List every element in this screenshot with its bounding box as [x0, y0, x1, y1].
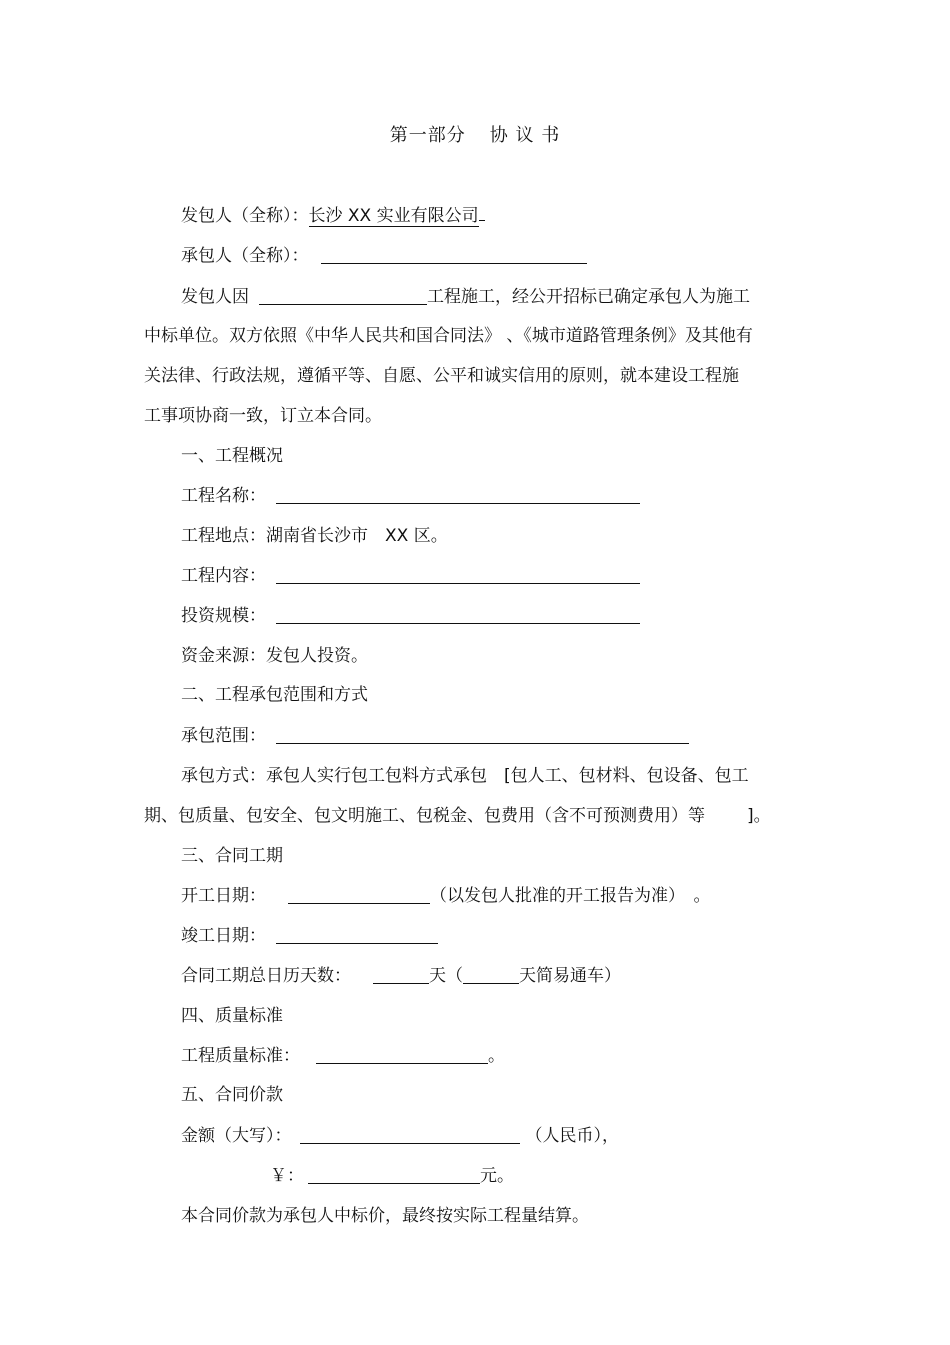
project-content-line: [181, 565, 640, 587]
intro-line-1: [181, 286, 750, 308]
employer-line: [181, 205, 485, 227]
project-name-label: 工程名称：: [181, 486, 266, 506]
investment-scale-blank[interactable]: [276, 605, 640, 624]
amount-yuan-line: [270, 1165, 514, 1187]
intro-line-4: 工事项协商一致，订立本合同。: [144, 406, 382, 426]
section-4-heading: 四、质量标准: [181, 1006, 283, 1026]
start-date-blank[interactable]: [288, 885, 430, 904]
start-date-note: （以发包人批准的开工报告为准） 。: [430, 886, 711, 906]
title-part: 第一部分: [389, 125, 466, 146]
amount-yuan-unit: 元。: [480, 1166, 514, 1186]
total-days-unit: 天（: [429, 966, 463, 986]
employer-value: 长沙 XX 实业有限公司: [308, 206, 479, 226]
project-reason-blank[interactable]: [259, 286, 427, 305]
quality-standard-line: [181, 1045, 505, 1067]
contract-scope-label: 承包范围：: [181, 726, 266, 746]
funding-source: 资金来源：发包人投资。: [181, 646, 368, 666]
amount-yuan-blank[interactable]: [308, 1165, 480, 1184]
intro-text-1a: 发包人因: [181, 287, 249, 307]
section-5-heading: 五、合同价款: [181, 1085, 283, 1105]
start-date-label: 开工日期：: [181, 886, 266, 906]
amount-words-line: [181, 1125, 619, 1147]
intro-text-1b: 工程施工，经公开招标已确定承包人为施工: [427, 287, 750, 307]
total-days-label: 合同工期总日历天数：: [181, 966, 351, 986]
contract-method-line-2: [144, 805, 771, 827]
contract-scope-line: [181, 725, 689, 747]
contract-method-line-1: 承包方式：承包人实行包工包料方式承包 [包人工、包材料、包设备、包工: [181, 766, 749, 786]
section-1-heading: 一、工程概况: [181, 446, 283, 466]
contract-scope-blank[interactable]: [276, 725, 689, 744]
intro-line-2: 中标单位。双方依照《中华人民共和国合同法》 、《城市道路管理条例》及其他有: [144, 326, 753, 346]
intro-line-3: 关法律、行政法规，遵循平等、自愿、公平和诚实信用的原则，就本建设工程施: [144, 366, 739, 386]
project-location: 工程地点：湖南省长沙市 XX 区。: [181, 526, 448, 546]
contract-method-text: 期、包质量、包安全、包文明施工、包税金、包费用（含不可预测费用）等: [144, 806, 705, 826]
simple-traffic-days-blank[interactable]: [463, 965, 519, 984]
amount-words-label: 金额（大写）：: [181, 1126, 292, 1146]
start-date-line: [181, 885, 711, 907]
contractor-blank[interactable]: [321, 245, 587, 264]
contractor-label: 承包人（全称）：: [181, 246, 309, 266]
page-title: [0, 125, 950, 147]
project-content-label: 工程内容：: [181, 566, 266, 586]
amount-words-blank[interactable]: [300, 1125, 520, 1144]
investment-scale-line: [181, 605, 640, 627]
amount-words-note: （人民币），: [525, 1126, 619, 1146]
project-content-blank[interactable]: [276, 565, 640, 584]
contract-method-end: ]。: [747, 806, 771, 826]
section-2-heading: 二、工程承包范围和方式: [181, 685, 368, 705]
title-name: 协 议 书: [489, 125, 561, 146]
project-name-line: [181, 485, 640, 507]
total-days-line: [181, 965, 621, 987]
end-date-label: 竣工日期：: [181, 926, 266, 946]
investment-scale-label: 投资规模：: [181, 606, 266, 626]
contractor-line: [181, 245, 587, 267]
quality-standard-end: 。: [488, 1046, 505, 1066]
employer-label: 发包人（全称）：: [181, 206, 309, 226]
simple-traffic-note: 天简易通车）: [519, 966, 621, 986]
project-name-blank[interactable]: [276, 485, 640, 504]
quality-standard-label: 工程质量标准：: [181, 1046, 300, 1066]
end-date-line: [181, 925, 438, 947]
section-3-heading: 三、合同工期: [181, 846, 283, 866]
quality-standard-blank[interactable]: [316, 1045, 488, 1064]
end-date-blank[interactable]: [276, 925, 438, 944]
amount-yuan-label: ￥：: [270, 1166, 304, 1186]
settlement-clause: 本合同价款为承包人中标价，最终按实际工程量结算。: [181, 1206, 589, 1226]
total-days-blank[interactable]: [373, 965, 429, 984]
